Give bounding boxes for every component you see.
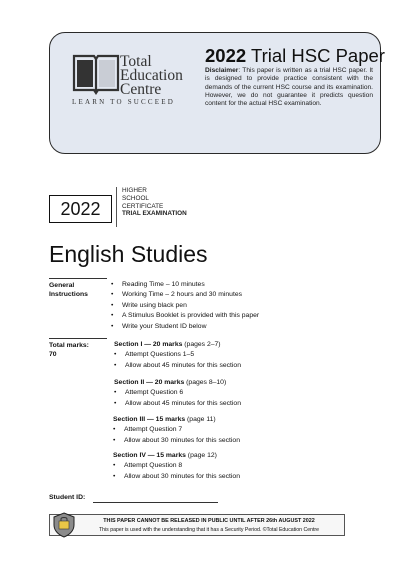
certificate-exam-label: TRIAL EXAMINATION bbox=[122, 210, 187, 218]
general-instructions-label bbox=[49, 281, 107, 300]
marks-rule bbox=[49, 338, 107, 339]
list-item: • Write using black pen bbox=[111, 301, 187, 309]
section-2 bbox=[114, 378, 354, 409]
total-marks-line-1: Total marks: bbox=[49, 342, 89, 349]
list-item: • Allow about 30 minutes for this section bbox=[113, 472, 240, 480]
list-item: • Attempt Question 6 bbox=[114, 389, 184, 397]
student-id-label: Student ID: bbox=[49, 494, 86, 501]
paper-title-text: Trial HSC Paper bbox=[250, 45, 385, 66]
exam-year-box: 2022 bbox=[49, 195, 112, 223]
list-item: • Allow about 30 minutes for this section bbox=[113, 436, 240, 444]
logo-wordmark bbox=[120, 55, 190, 97]
list-item: • Allow about 45 minutes for this section bbox=[114, 399, 241, 407]
section-heading: Section I — 20 marks (pages 2–7) bbox=[114, 341, 221, 348]
logo-line-1: Total bbox=[120, 53, 152, 70]
list-item: • Attempt Question 8 bbox=[113, 462, 183, 470]
general-label-line-2: Instructions bbox=[49, 291, 88, 299]
list-item: • Reading Time – 10 minutes bbox=[111, 281, 205, 288]
total-marks-label bbox=[49, 341, 107, 360]
paper-year: 2022 bbox=[205, 45, 247, 66]
list-item: • Working Time – 2 hours and 30 minutes bbox=[111, 291, 243, 299]
certificate-line-1: HIGHER bbox=[122, 187, 147, 194]
section-heading: Section II — 20 marks (pages 8–10) bbox=[114, 379, 227, 386]
disclaimer bbox=[205, 67, 373, 108]
total-marks-line-2: 70 bbox=[49, 351, 57, 359]
section-4 bbox=[113, 451, 353, 482]
logo-line-2: Education bbox=[120, 67, 183, 84]
section-heading: Section III — 15 marks (page 11) bbox=[113, 416, 216, 423]
list-item: • Attempt Questions 1–5 bbox=[114, 351, 195, 359]
list-item: • Attempt Question 7 bbox=[113, 426, 183, 434]
logo-line-3: Centre bbox=[120, 81, 162, 98]
certificate-line-2: SCHOOL bbox=[122, 194, 149, 202]
general-instructions-list bbox=[111, 280, 351, 332]
footer-security-notice: This paper is used with the understanding that it has a Security Period. ©Total Education Centre bbox=[98, 527, 320, 533]
disclaimer-text: : This paper is written as a trial HSC paper. It is designed to provide practice consistent with the demands of the current HSC course and its examination. However, we do not guarantee it predicts question content for the actual HSC examination. bbox=[205, 67, 373, 108]
section-heading: Section IV — 15 marks (page 12) bbox=[113, 452, 217, 459]
list-item: • Write your Student ID below bbox=[111, 322, 207, 330]
subject-title: English Studies bbox=[49, 241, 208, 267]
footer-release-notice: THIS PAPER CANNOT BE RELEASED IN PUBLIC UNTIL AFTER 26th AUGUST 2022 bbox=[103, 518, 315, 524]
certificate-divider bbox=[116, 187, 117, 227]
certificate-block bbox=[122, 187, 212, 218]
student-id-field[interactable] bbox=[93, 502, 218, 503]
list-item: • Allow about 45 minutes for this section bbox=[114, 361, 241, 369]
general-label-line-1: General bbox=[49, 282, 75, 289]
security-shield-icon bbox=[52, 512, 76, 538]
paper-title bbox=[205, 45, 385, 67]
disclaimer-label: Disclaimer bbox=[205, 67, 239, 74]
logo-tagline: LEARN TO SUCCEED bbox=[72, 98, 176, 106]
general-rule bbox=[49, 278, 107, 279]
certificate-line-3: CERTIFICATE bbox=[122, 202, 164, 210]
section-3 bbox=[113, 415, 353, 446]
section-1 bbox=[114, 340, 354, 371]
list-item: • A Stimulus Booklet is provided with this paper bbox=[111, 312, 260, 320]
